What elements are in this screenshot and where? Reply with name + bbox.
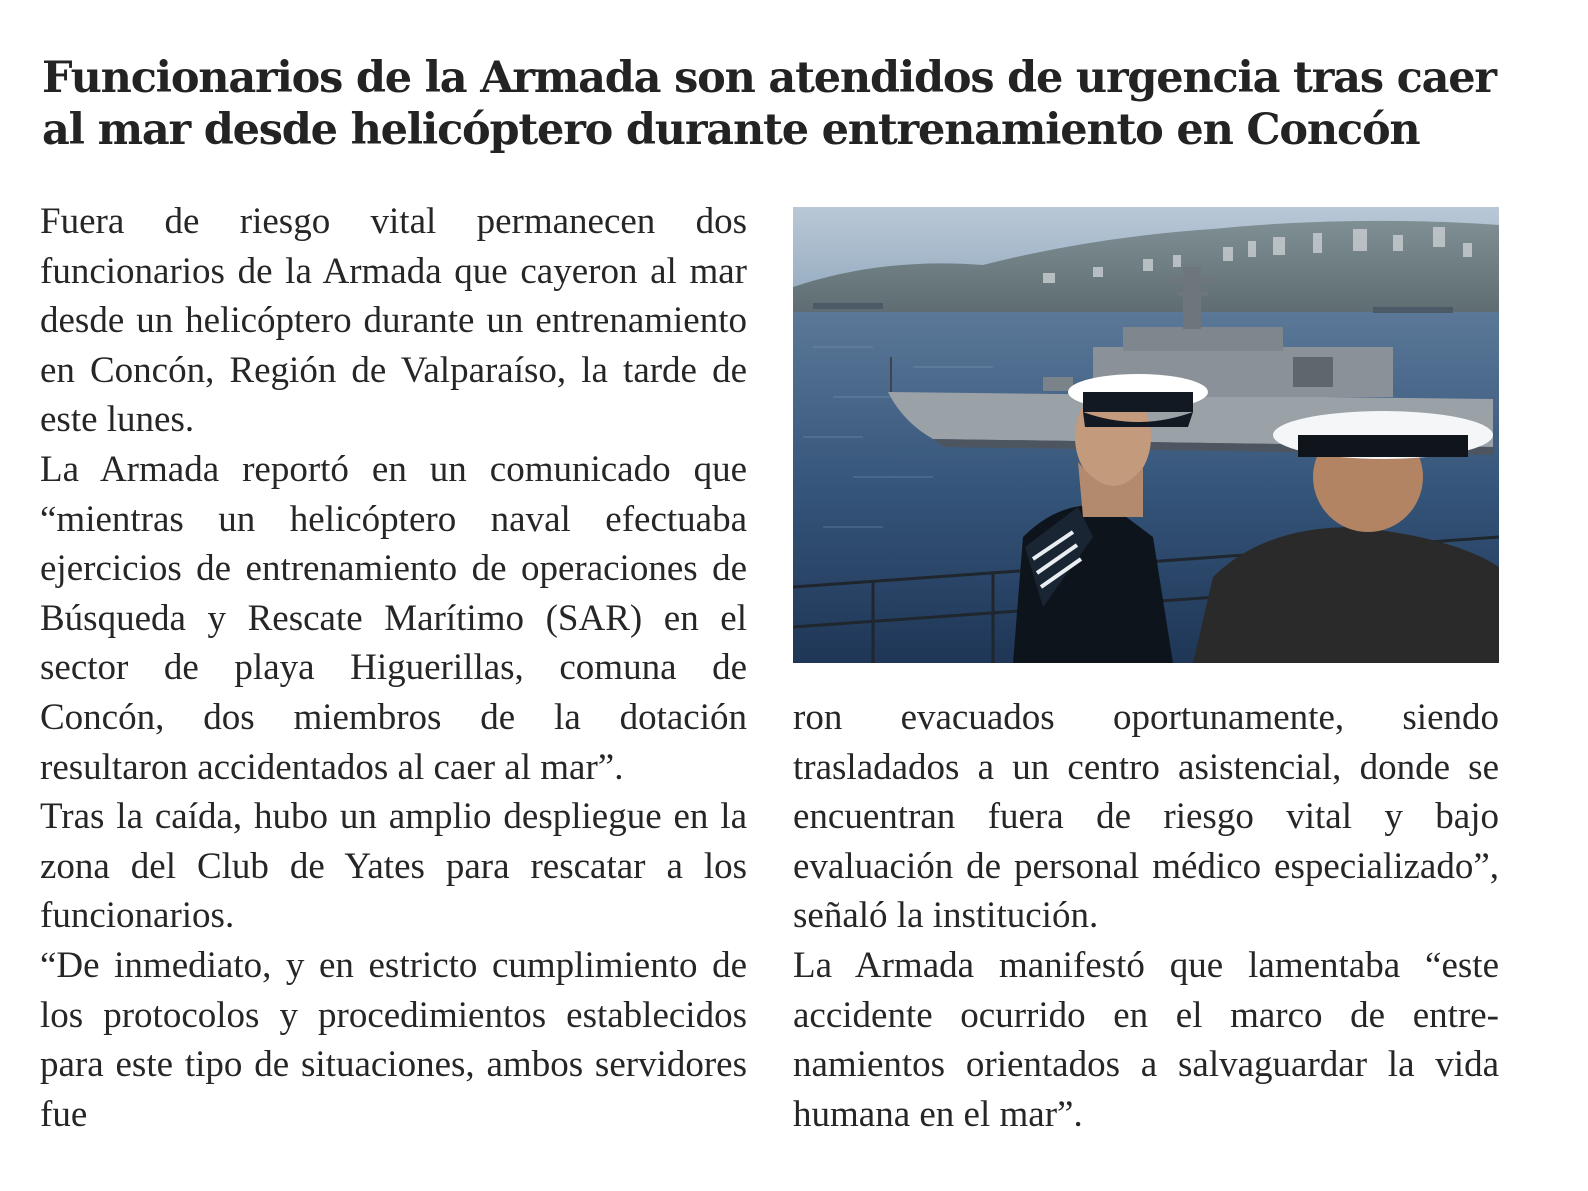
paragraph: La Armada manifestó que lamentaba “este accidente ocurrido en el marco de entrenamientos orientados a salvaguardar la vida humana en el mar”. [793,944,1499,1135]
paragraph: “De inmediato, y en estricto cumplimiento de los protocolos y procedimientos establecidos para este tipo de situaciones, ambos servidores fue [40,944,747,1135]
article-right-column [793,693,1499,1139]
paragraph: Tras la caída, hubo un amplio despliegue en la zona del Club de Yates para rescatar a los funcionarios. [40,796,747,937]
paragraph: ron evacuados oportunamente, siendo trasladados a un centro asistencial, donde se encuentran fuera de riesgo vital y bajo evaluación de personal médico especializado”, señaló la institución. [793,697,1499,937]
distant-ship [1373,307,1453,313]
paragraph: Fuera de riesgo vital permanecen dos funcionarios de la Armada que cayeron al mar desde un helicóptero durante un entrenamiento en Concón, Región de Valparaíso, la tarde de este lunes. [40,201,747,441]
article-photo [793,207,1499,663]
paragraph: La Armada reportó en un comunicado que “mientras un helicóptero naval efectuaba ejercicios de entrenamiento de operaciones de Búsqueda y Rescate Marítimo (SAR) en el sector de playa Higuerillas, comuna de Concón, dos miembros de la dotación resultaron accidentados al caer al mar”. [40,448,747,788]
navy-ship-photo [793,207,1499,663]
distant-ship [813,303,883,309]
article-left-column [40,197,747,1139]
headline: Funcionarios de la Armada son atendidos de urgencia tras caer al mar desde helicóptero durante entrenamiento en Concón [42,53,1496,155]
